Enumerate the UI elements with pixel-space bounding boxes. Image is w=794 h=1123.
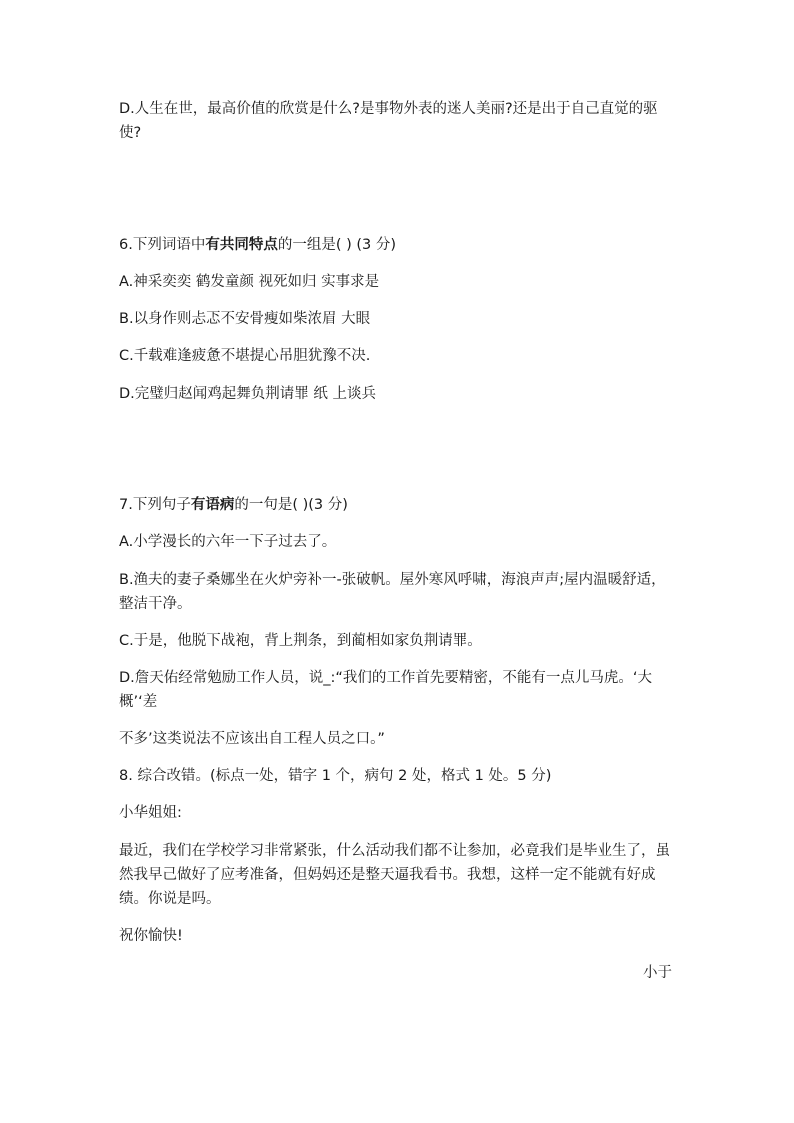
- q7-stem-bold: 有语病: [190, 497, 235, 513]
- q7-option-a: A.小学漫长的六年一下子过去了。: [119, 534, 337, 550]
- q6-option-d: D.完璧归赵闻鸡起舞负荆请罪 纸 上谈兵: [119, 386, 376, 402]
- q7-option-d-cont: 不多’这类说法不应该出自工程人员之口。”: [119, 731, 385, 747]
- q6-stem-suffix: 的一组是( ) (3 分): [277, 237, 397, 253]
- q7-stem-prefix: 7.下列句子: [119, 497, 191, 513]
- q8-title: 8. 综合改错。(标点一处，错字 1 个，病句 2 处，格式 1 处。5 分): [119, 768, 552, 784]
- q5-option-d: D.人生在世，最高价值的欣赏是什么?是事物外表的迷人美丽?还是出于自己直觉的驱使?: [119, 101, 658, 141]
- q6-stem-prefix: 6.下列词语中: [119, 237, 206, 253]
- q8-greeting: 小华姐姐:: [119, 805, 182, 821]
- q8-signature: 小于: [643, 965, 672, 981]
- q8-body: 最近，我们在学校学习非常紧张，什么活动我们都不让参加，必竟我们是毕业生了，虽然我早己做好了应考准备，但妈妈还是整天逼我看书。我想，这样一定不能就有好成绩。你说是吗。: [119, 843, 670, 907]
- q7-option-d: D.詹天佑经常勉励工作人员，说_:“我们的工作首先要精密，不能有一点儿马虎。‘大概’‘差: [119, 670, 653, 710]
- q6-option-b: B.以身作则忐忑不安骨瘦如柴浓眉 大眼: [119, 311, 371, 327]
- q7-stem-suffix: 的一句是( )(3 分): [234, 497, 348, 513]
- q7-stem: [119, 493, 348, 517]
- q8-closing: 祝你愉快!: [119, 928, 183, 944]
- q6-option-a: A.神采奕奕 鹤发童颜 视死如归 实事求是: [119, 274, 380, 290]
- q7-option-b: B.渔夫的妻子桑娜坐在火炉旁补一-张破帆。屋外寒风呼啸，海浪声声;屋内温暖舒适，整洁干净。: [119, 572, 666, 612]
- q6-stem: [119, 233, 396, 257]
- q6-option-c: C.千载难逢疲惫不堪提心吊胆犹豫不决.: [119, 348, 371, 364]
- q7-option-c: C.于是，他脱下战袍，背上荆条，到蔺相如家负荆请罪。: [119, 633, 482, 649]
- q6-stem-bold: 有共同特点: [205, 237, 278, 253]
